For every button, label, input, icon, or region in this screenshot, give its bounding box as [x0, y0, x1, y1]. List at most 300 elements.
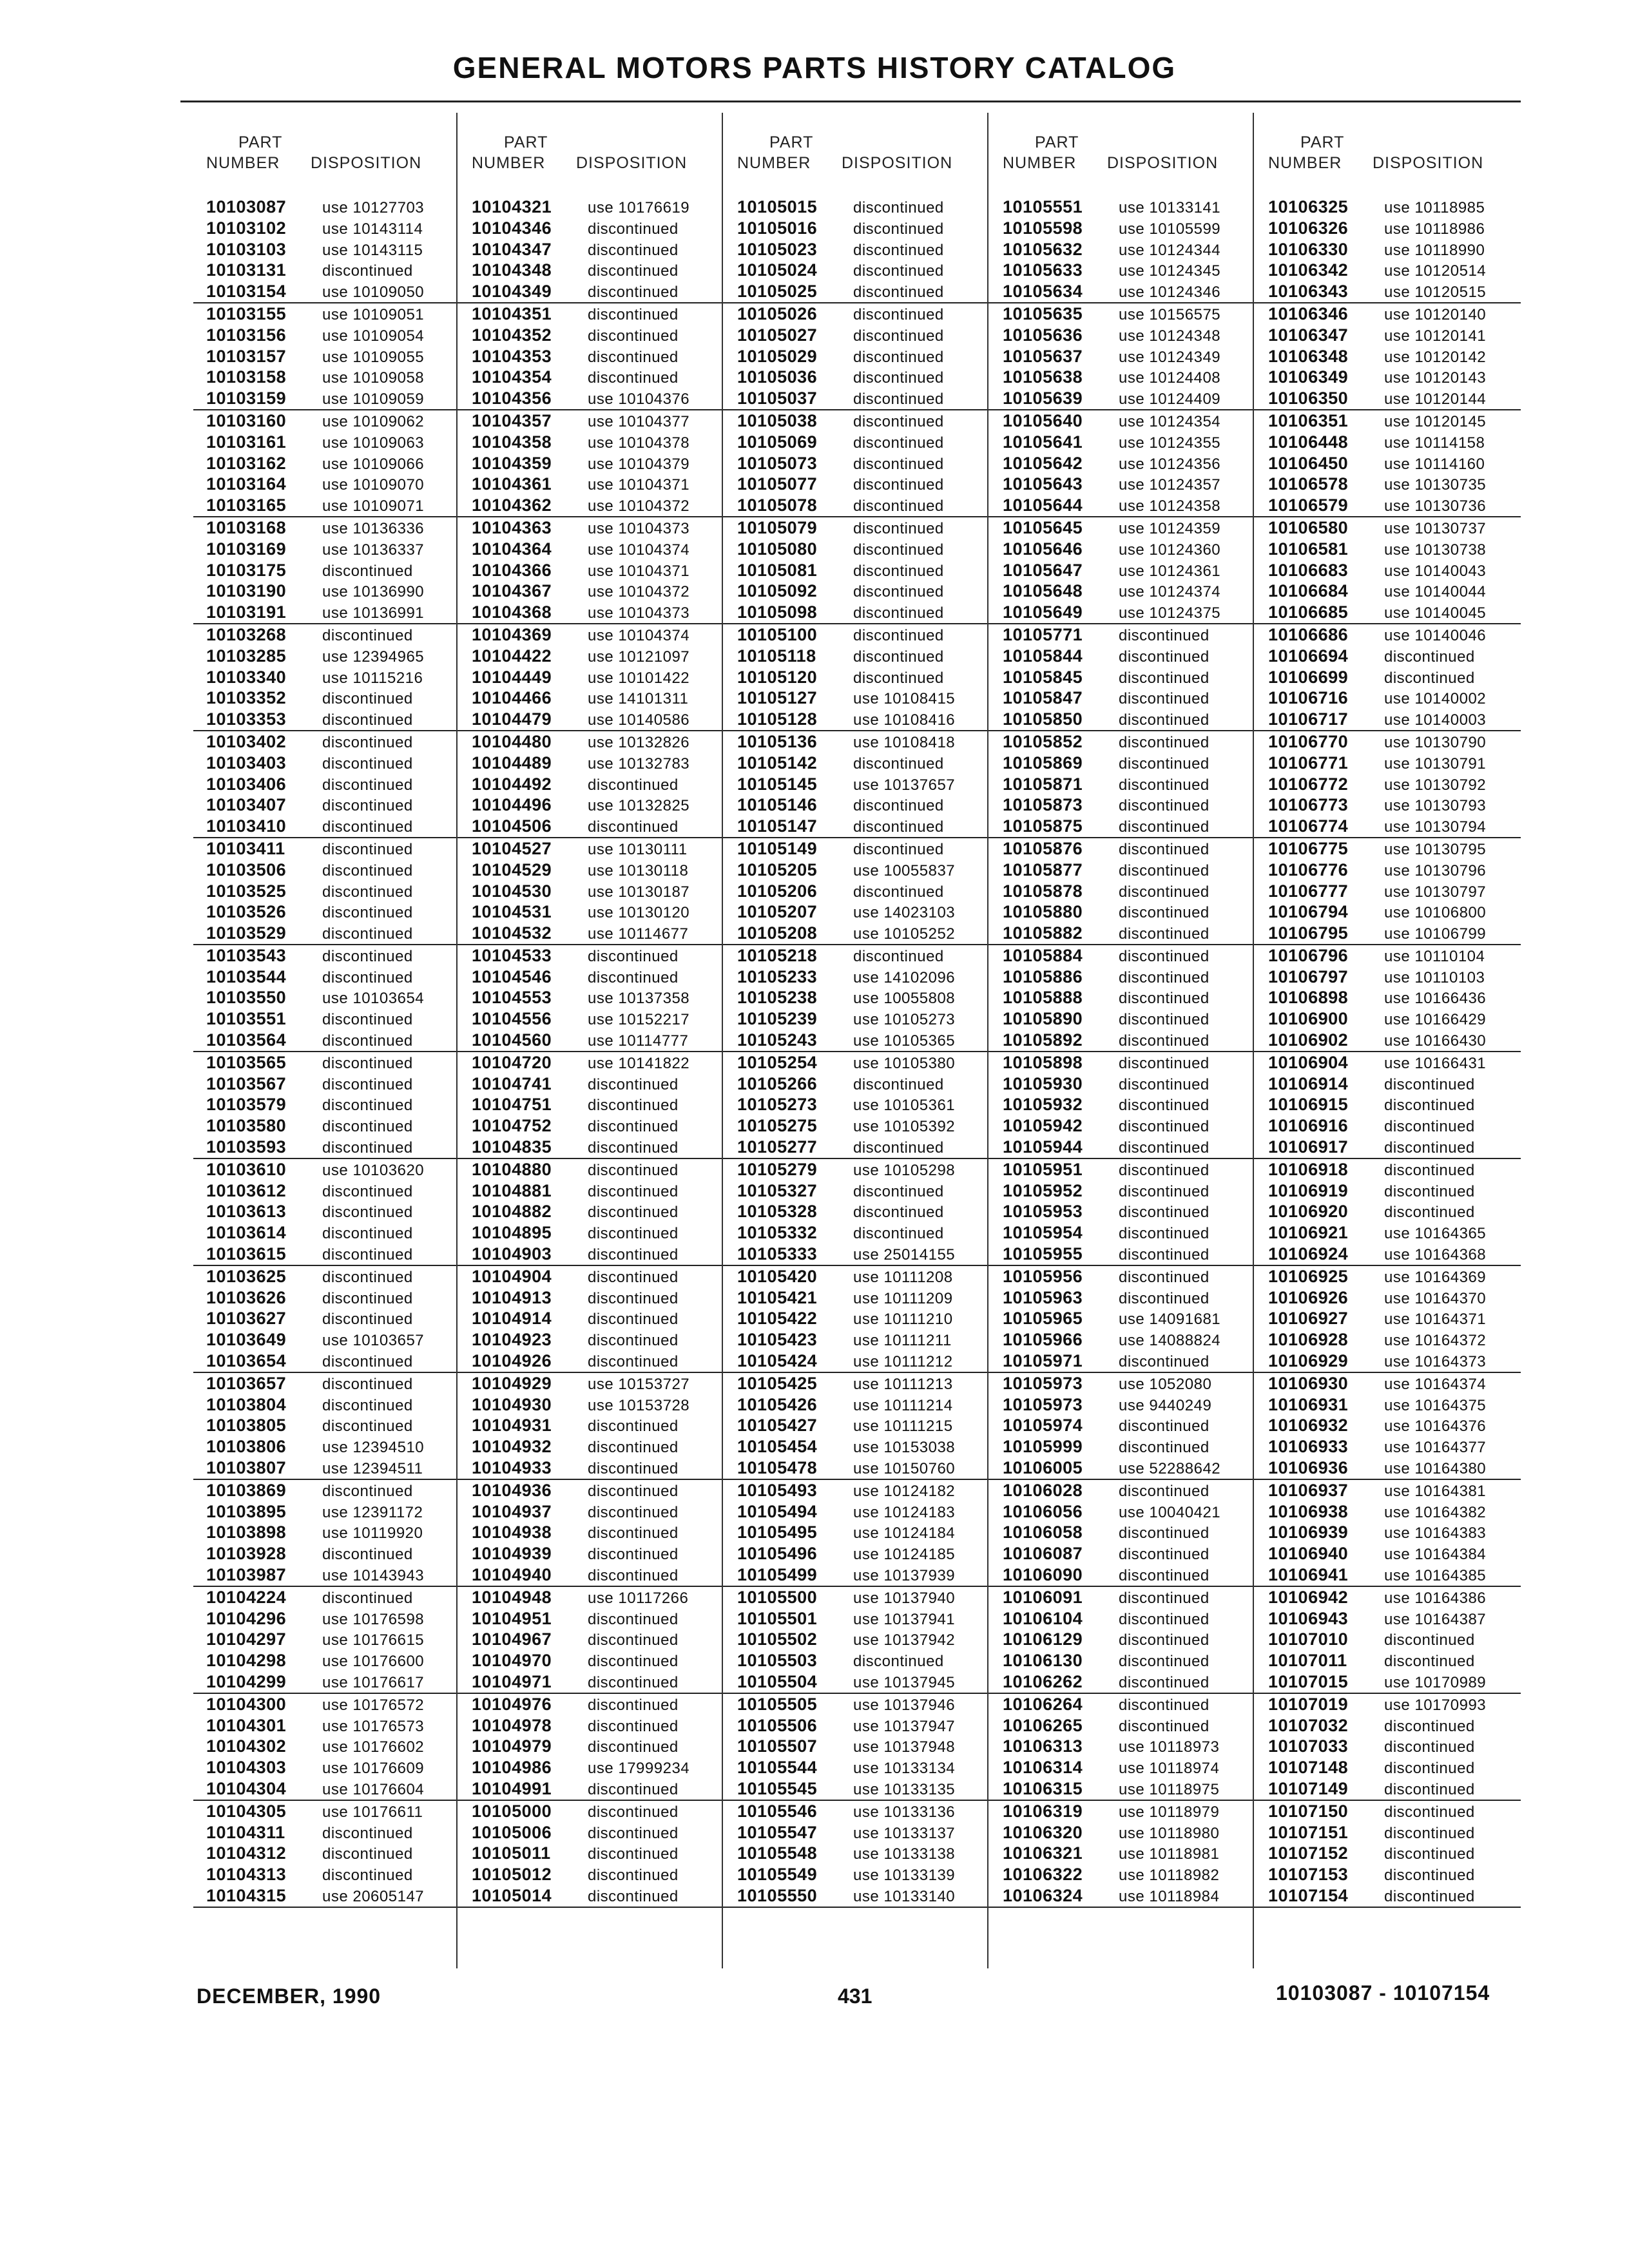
part-row: [193, 1694, 459, 1715]
part-number: 10104939: [472, 1544, 552, 1564]
part-disposition: discontinued: [1119, 1524, 1210, 1542]
part-row: [724, 646, 990, 667]
part-row: [990, 1094, 1255, 1115]
part-disposition: use 10132826: [588, 733, 690, 751]
part-number: 10105502: [737, 1629, 818, 1649]
part-row: [459, 1480, 724, 1501]
part-disposition: use 10137657: [853, 776, 956, 794]
header-part-label: PART: [769, 133, 814, 151]
part-disposition: discontinued: [1384, 1717, 1475, 1735]
part-disposition: use 10109062: [322, 412, 425, 430]
part-row: [193, 1501, 459, 1523]
part-row: [990, 474, 1255, 495]
part-number: 10104303: [206, 1758, 287, 1778]
part-number: 10105548: [737, 1843, 818, 1863]
part-number: 10104741: [472, 1073, 552, 1093]
part-row: [459, 1587, 724, 1608]
part-disposition: use 10137948: [853, 1738, 956, 1756]
part-row: [724, 1822, 990, 1843]
part-disposition: discontinued: [588, 1118, 679, 1136]
part-disposition: discontinued: [1384, 669, 1475, 687]
part-row: [990, 453, 1255, 474]
part-number: 10104913: [472, 1287, 552, 1307]
part-row: [724, 410, 990, 432]
part-number: 10107019: [1268, 1694, 1349, 1714]
part-number: 10106321: [1003, 1843, 1083, 1863]
part-disposition: use 10136337: [322, 541, 425, 559]
part-number: 10105238: [737, 988, 818, 1008]
part-disposition: use 10143943: [322, 1567, 425, 1584]
part-row: [1255, 1115, 1521, 1137]
part-row: [193, 667, 459, 688]
part-row: [459, 453, 724, 474]
part-number: 10106346: [1268, 303, 1349, 323]
part-disposition: discontinued: [322, 861, 413, 879]
part-row: [193, 1801, 459, 1822]
part-number: 10105023: [737, 239, 818, 259]
part-row: [990, 1587, 1255, 1608]
part-disposition: use 10176604: [322, 1780, 425, 1798]
part-row: [193, 1778, 459, 1801]
part-disposition: discontinued: [322, 1139, 413, 1157]
part-disposition: use 10111209: [853, 1289, 953, 1307]
part-number: 10104304: [206, 1778, 287, 1798]
part-disposition: use 10164377: [1384, 1439, 1487, 1457]
part-disposition: discontinued: [588, 1803, 679, 1821]
catalog-column: [724, 113, 990, 1908]
part-row: [193, 1244, 459, 1266]
part-row: [1255, 753, 1521, 774]
part-row: [724, 197, 990, 218]
part-number: 10106937: [1268, 1480, 1349, 1500]
part-row: [193, 453, 459, 474]
part-number: 10105333: [737, 1244, 818, 1264]
part-row: [1255, 346, 1521, 367]
part-row: [1255, 1501, 1521, 1523]
part-row: [724, 901, 990, 923]
part-number: 10106349: [1268, 367, 1349, 387]
part-row: [1255, 581, 1521, 602]
part-disposition: use 10106799: [1384, 925, 1487, 943]
part-disposition: discontinued: [1119, 1118, 1210, 1136]
part-number: 10104929: [472, 1373, 552, 1393]
part-row: [1255, 1650, 1521, 1671]
part-row: [459, 624, 724, 646]
part-number: 10105077: [737, 474, 818, 494]
part-disposition: use 10130736: [1384, 497, 1487, 515]
part-row: [724, 432, 990, 453]
part-disposition: discontinued: [853, 604, 944, 622]
part-disposition: discontinued: [588, 220, 679, 238]
part-row: [459, 1501, 724, 1523]
part-number: 10104348: [472, 260, 552, 280]
part-row: [1255, 945, 1521, 966]
part-number: 10104363: [472, 517, 552, 537]
part-row: [459, 923, 724, 945]
part-row: [990, 753, 1255, 774]
part-disposition: discontinued: [1119, 733, 1210, 751]
part-row: [724, 1436, 990, 1457]
part-disposition: use 10109054: [322, 327, 425, 345]
part-number: 10106932: [1268, 1416, 1349, 1436]
part-disposition: use 14023103: [853, 904, 956, 922]
part-number: 10103626: [206, 1287, 287, 1307]
part-disposition: discontinued: [1119, 1011, 1210, 1029]
part-number: 10104449: [472, 667, 552, 687]
part-number: 10106904: [1268, 1052, 1349, 1072]
part-row: [459, 1329, 724, 1350]
part-disposition: discontinued: [853, 541, 944, 559]
header-number-label: NUMBER: [737, 154, 811, 172]
part-row: [193, 281, 459, 303]
part-number: 10104506: [472, 816, 552, 836]
parts-list: [1255, 197, 1521, 1908]
part-number: 10104321: [472, 197, 552, 216]
part-disposition: discontinued: [588, 305, 679, 323]
part-number: 10103352: [206, 688, 287, 708]
part-row: [724, 367, 990, 388]
part-row: [990, 517, 1255, 539]
part-number: 10104352: [472, 325, 552, 345]
part-row: [724, 218, 990, 239]
part-disposition: discontinued: [853, 497, 944, 515]
part-disposition: discontinued: [588, 1780, 679, 1798]
part-row: [459, 860, 724, 881]
part-disposition: discontinued: [1119, 1204, 1210, 1222]
part-row: [990, 774, 1255, 795]
part-disposition: discontinued: [588, 1182, 679, 1200]
part-number: 10105507: [737, 1736, 818, 1756]
part-row: [459, 1287, 724, 1309]
part-number: 10105037: [737, 389, 818, 408]
part-number: 10106686: [1268, 624, 1349, 644]
part-disposition: discontinued: [322, 925, 413, 943]
part-disposition: discontinued: [853, 390, 944, 408]
part-disposition: use 10115216: [322, 669, 423, 687]
part-number: 10107150: [1268, 1801, 1349, 1821]
part-disposition: discontinued: [588, 1546, 679, 1564]
part-disposition: use 10164376: [1384, 1418, 1487, 1436]
part-disposition: discontinued: [588, 1289, 679, 1307]
part-disposition: use 10130794: [1384, 818, 1487, 836]
part-disposition: use 10109059: [322, 390, 425, 408]
part-row: [1255, 1159, 1521, 1180]
part-disposition: use 10176619: [588, 199, 690, 216]
part-disposition: discontinued: [1119, 1653, 1210, 1671]
part-number: 10103543: [206, 945, 287, 965]
part-number: 10105254: [737, 1052, 818, 1072]
part-row: [724, 474, 990, 495]
part-disposition: use 10109070: [322, 476, 425, 494]
part-row: [459, 1457, 724, 1480]
part-row: [724, 1073, 990, 1095]
catalog-column: [193, 113, 459, 1908]
part-disposition: use 10120145: [1384, 412, 1487, 430]
part-number: 10104492: [472, 774, 552, 794]
part-row: [1255, 1885, 1521, 1908]
part-number: 10107148: [1268, 1758, 1349, 1778]
parts-list: [990, 197, 1255, 1908]
part-disposition: use 10176602: [322, 1738, 425, 1756]
part-number: 10104970: [472, 1651, 552, 1671]
part-row: [1255, 1736, 1521, 1757]
part-number: 10105332: [737, 1223, 818, 1243]
part-row: [1255, 731, 1521, 753]
part-number: 10107010: [1268, 1629, 1349, 1649]
part-disposition: discontinued: [322, 711, 413, 729]
part-row: [724, 860, 990, 881]
part-row: [724, 1137, 990, 1159]
part-row: [1255, 432, 1521, 453]
part-disposition: use 10140043: [1384, 562, 1487, 580]
part-row: [990, 1030, 1255, 1052]
part-number: 10105942: [1003, 1116, 1083, 1136]
part-disposition: use 10121097: [588, 648, 690, 666]
part-row: [990, 1885, 1255, 1908]
part-row: [193, 1864, 459, 1885]
part-row: [990, 560, 1255, 581]
part-disposition: discontinued: [1119, 840, 1210, 858]
part-number: 10103565: [206, 1052, 287, 1072]
part-row: [990, 966, 1255, 988]
part-row: [459, 1778, 724, 1801]
part-row: [1255, 1564, 1521, 1587]
part-disposition: discontinued: [322, 1097, 413, 1115]
part-number: 10104349: [472, 282, 552, 302]
part-row: [1255, 860, 1521, 881]
part-number: 10106330: [1268, 239, 1349, 259]
part-number: 10103403: [206, 753, 287, 773]
part-disposition: discontinued: [588, 348, 679, 366]
part-number: 10105506: [737, 1715, 818, 1735]
part-row: [990, 1201, 1255, 1222]
part-disposition: use 10111214: [853, 1396, 953, 1414]
part-number: 10105648: [1003, 581, 1083, 601]
header-disposition-label: DISPOSITION: [1107, 154, 1219, 172]
part-number: 10106898: [1268, 988, 1349, 1008]
part-number: 10105771: [1003, 624, 1083, 644]
part-number: 10104914: [472, 1309, 552, 1329]
part-row: [990, 1137, 1255, 1159]
part-disposition: discontinued: [322, 1032, 413, 1050]
part-disposition: use 10164368: [1384, 1246, 1487, 1264]
part-number: 10106314: [1003, 1758, 1083, 1778]
part-row: [193, 1843, 459, 1864]
part-disposition: discontinued: [1119, 1418, 1210, 1436]
part-number: 10103103: [206, 239, 287, 259]
part-number: 10104527: [472, 838, 552, 858]
part-number: 10103526: [206, 902, 287, 922]
part-disposition: use 10109066: [322, 455, 425, 473]
part-number: 10105146: [737, 795, 818, 815]
part-number: 10106927: [1268, 1309, 1349, 1329]
part-disposition: use 10104372: [588, 583, 690, 601]
part-disposition: use 10114160: [1384, 455, 1485, 473]
part-disposition: discontinued: [322, 1204, 413, 1222]
part-disposition: use 10104378: [588, 434, 690, 452]
part-disposition: discontinued: [1119, 1696, 1210, 1714]
part-number: 10106924: [1268, 1244, 1349, 1264]
part-disposition: discontinued: [853, 519, 944, 537]
part-row: [724, 966, 990, 988]
part-disposition: discontinued: [588, 1717, 679, 1735]
part-row: [1255, 667, 1521, 688]
part-row: [724, 794, 990, 816]
part-row: [724, 624, 990, 646]
part-number: 10105647: [1003, 560, 1083, 580]
part-disposition: use 10124356: [1119, 455, 1221, 473]
part-disposition: discontinued: [1119, 968, 1210, 986]
part-row: [193, 260, 459, 281]
header-disposition-label: DISPOSITION: [311, 154, 422, 172]
part-disposition: discontinued: [322, 1182, 413, 1200]
part-row: [459, 1373, 724, 1394]
part-row: [459, 945, 724, 966]
part-row: [1255, 709, 1521, 731]
part-number: 10105422: [737, 1309, 818, 1329]
part-number: 10106771: [1268, 753, 1349, 773]
part-row: [1255, 966, 1521, 988]
part-disposition: use 10166429: [1384, 1011, 1487, 1029]
part-row: [990, 1480, 1255, 1501]
part-disposition: use 10104374: [588, 541, 690, 559]
part-disposition: use 10176572: [322, 1696, 425, 1714]
header-number-label: NUMBER: [472, 154, 546, 172]
part-disposition: use 10166430: [1384, 1032, 1487, 1050]
part-row: [459, 1822, 724, 1843]
part-number: 10105421: [737, 1287, 818, 1307]
part-number: 10103579: [206, 1095, 287, 1115]
part-disposition: discontinued: [1119, 1097, 1210, 1115]
header-number-label: NUMBER: [1268, 154, 1342, 172]
part-row: [724, 1222, 990, 1244]
part-number: 10105642: [1003, 453, 1083, 473]
part-row: [724, 1864, 990, 1885]
part-disposition: use 10119920: [322, 1524, 423, 1542]
part-row: [1255, 1394, 1521, 1416]
part-disposition: use 10156575: [1119, 305, 1221, 323]
part-number: 10105275: [737, 1116, 818, 1136]
part-number: 10106777: [1268, 881, 1349, 901]
part-number: 10103613: [206, 1202, 287, 1222]
part-row: [193, 602, 459, 624]
part-disposition: use 10132825: [588, 797, 690, 815]
part-row: [1255, 774, 1521, 795]
part-number: 10104904: [472, 1266, 552, 1286]
part-disposition: discontinued: [1119, 1610, 1210, 1628]
part-number: 10105029: [737, 346, 818, 366]
part-number: 10105069: [737, 432, 818, 452]
part-row: [193, 1394, 459, 1416]
part-row: [193, 474, 459, 495]
part-number: 10103657: [206, 1373, 287, 1393]
part-number: 10105640: [1003, 410, 1083, 430]
part-disposition: discontinued: [588, 262, 679, 280]
part-disposition: discontinued: [322, 1268, 413, 1286]
part-number: 10106914: [1268, 1073, 1349, 1093]
part-disposition: use 10111213: [853, 1375, 953, 1393]
part-disposition: use 10124361: [1119, 562, 1221, 580]
part-disposition: discontinued: [588, 369, 679, 387]
part-row: [459, 1757, 724, 1778]
part-disposition: discontinued: [1119, 1673, 1210, 1691]
part-row: [724, 1843, 990, 1864]
part-disposition: discontinued: [322, 840, 413, 858]
part-disposition: discontinued: [322, 1546, 413, 1564]
part-disposition: use 10164375: [1384, 1396, 1487, 1414]
part-disposition: discontinued: [1119, 1161, 1210, 1179]
part-number: 10106265: [1003, 1715, 1083, 1735]
part-row: [724, 260, 990, 281]
part-disposition: discontinued: [322, 1824, 413, 1842]
part-number: 10105973: [1003, 1394, 1083, 1414]
header-number-label: NUMBER: [1003, 154, 1077, 172]
part-row: [1255, 1801, 1521, 1822]
catalog-column: [1255, 113, 1521, 1908]
part-row: [193, 1308, 459, 1329]
part-number: 10104752: [472, 1116, 552, 1136]
part-disposition: use 10114158: [1384, 434, 1485, 452]
part-disposition: use 10133136: [853, 1803, 956, 1821]
part-number: 10106351: [1268, 410, 1349, 430]
part-row: [1255, 646, 1521, 667]
part-disposition: use 10120514: [1384, 262, 1487, 280]
part-number: 10104903: [472, 1244, 552, 1264]
part-disposition: discontinued: [853, 583, 944, 601]
part-disposition: use 10101422: [588, 669, 690, 687]
part-disposition: discontinued: [853, 1182, 944, 1200]
part-number: 10104971: [472, 1671, 552, 1691]
part-number: 10106324: [1003, 1885, 1083, 1905]
part-disposition: discontinued: [853, 220, 944, 238]
part-row: [1255, 1137, 1521, 1159]
part-number: 10104315: [206, 1885, 287, 1905]
part-disposition: discontinued: [1119, 776, 1210, 794]
part-row: [1255, 388, 1521, 410]
part-disposition: use 10140044: [1384, 583, 1487, 601]
part-number: 10104895: [472, 1223, 552, 1243]
part-row: [193, 1115, 459, 1137]
part-row: [1255, 239, 1521, 260]
part-number: 10103131: [206, 260, 287, 280]
part-row: [990, 1415, 1255, 1436]
part-number: 10104531: [472, 902, 552, 922]
part-number: 10103160: [206, 410, 287, 430]
part-row: [459, 303, 724, 325]
part-number: 10105243: [737, 1030, 818, 1050]
part-disposition: discontinued: [1119, 626, 1210, 644]
part-number: 10106773: [1268, 795, 1349, 815]
part-disposition: discontinued: [322, 1867, 413, 1885]
part-row: [1255, 1415, 1521, 1436]
part-row: [193, 432, 459, 453]
part-number: 10103155: [206, 303, 287, 323]
part-row: [990, 794, 1255, 816]
part-number: 10105073: [737, 453, 818, 473]
part-number: 10104305: [206, 1801, 287, 1821]
part-row: [193, 388, 459, 410]
part-row: [193, 1543, 459, 1564]
part-disposition: discontinued: [322, 1225, 413, 1243]
part-number: 10105844: [1003, 646, 1083, 666]
part-number: 10105966: [1003, 1330, 1083, 1350]
part-number: 10105952: [1003, 1180, 1083, 1200]
part-disposition: use 10166436: [1384, 990, 1487, 1008]
part-row: [1255, 816, 1521, 838]
part-disposition: use 10153728: [588, 1396, 690, 1414]
part-number: 10106797: [1268, 966, 1349, 986]
part-row: [193, 1329, 459, 1350]
